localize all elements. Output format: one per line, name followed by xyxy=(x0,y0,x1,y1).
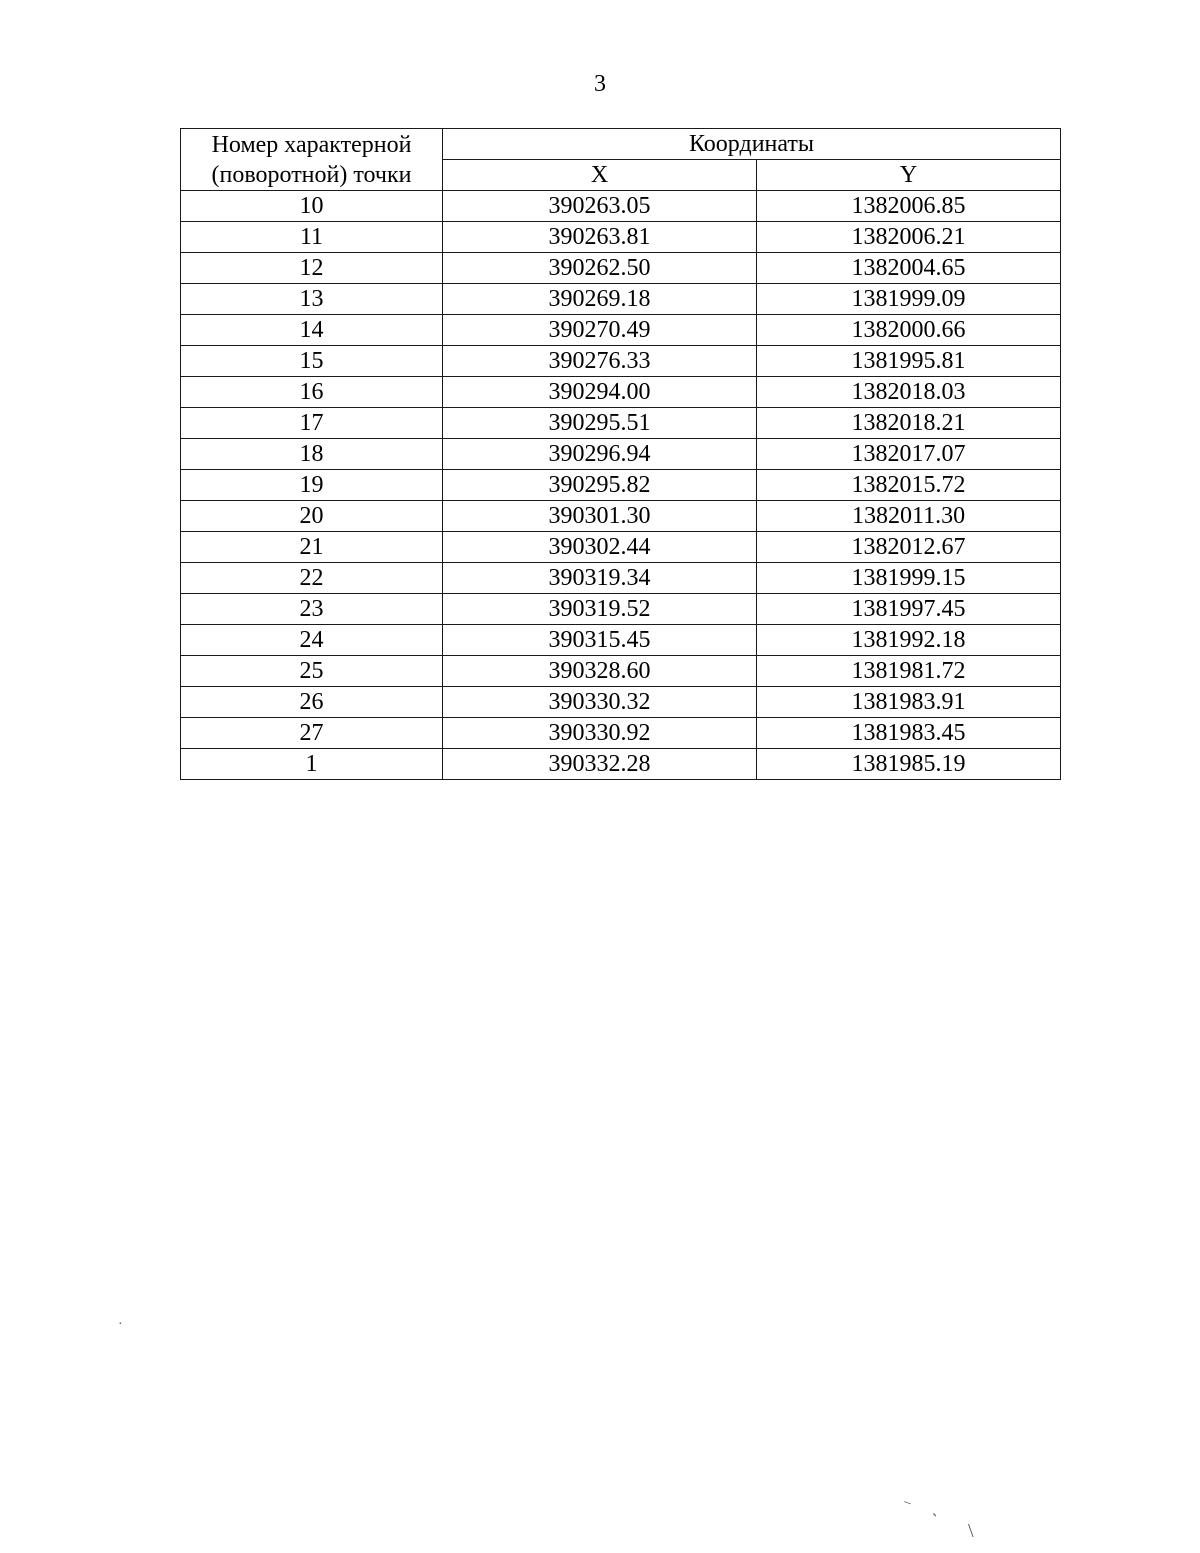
table-row xyxy=(181,315,1061,346)
y-coordinate-cell: 1381995.81 xyxy=(757,346,1061,377)
y-coordinate-cell: 1382011.30 xyxy=(757,501,1061,532)
point-number-cell: 11 xyxy=(181,222,443,253)
table-row xyxy=(181,687,1061,718)
x-coordinate-cell: 390302.44 xyxy=(443,532,757,563)
y-coordinate-cell: 1381999.15 xyxy=(757,563,1061,594)
point-number-header xyxy=(181,129,443,191)
page-number: 3 xyxy=(594,71,606,97)
point-number-cell: 10 xyxy=(181,191,443,222)
scan-speck: · xyxy=(118,1317,123,1332)
x-coordinate-cell: 390263.81 xyxy=(443,222,757,253)
coordinates-table xyxy=(180,128,1061,780)
x-coordinate-cell: 390328.60 xyxy=(443,656,757,687)
point-number-cell: 23 xyxy=(181,594,443,625)
table-row xyxy=(181,718,1061,749)
y-coordinate-cell: 1381985.19 xyxy=(757,749,1061,780)
x-coordinate-cell: 390319.52 xyxy=(443,594,757,625)
table-row xyxy=(181,346,1061,377)
y-coordinate-cell: 1382017.07 xyxy=(757,439,1061,470)
x-coordinate-cell: 390269.18 xyxy=(443,284,757,315)
point-number-cell: 14 xyxy=(181,315,443,346)
x-coordinate-cell: 390276.33 xyxy=(443,346,757,377)
point-number-cell: 13 xyxy=(181,284,443,315)
x-coordinate-cell: 390330.92 xyxy=(443,718,757,749)
point-number-cell: 20 xyxy=(181,501,443,532)
x-coordinate-cell: 390295.51 xyxy=(443,408,757,439)
x-coordinate-cell: 390294.00 xyxy=(443,377,757,408)
table-row xyxy=(181,532,1061,563)
x-coordinate-cell: 390332.28 xyxy=(443,749,757,780)
y-coordinate-cell: 1382006.21 xyxy=(757,222,1061,253)
x-coordinate-cell: 390319.34 xyxy=(443,563,757,594)
x-coordinate-cell: 390296.94 xyxy=(443,439,757,470)
point-number-cell: 27 xyxy=(181,718,443,749)
x-coordinate-cell: 390263.05 xyxy=(443,191,757,222)
header-row xyxy=(181,129,1061,160)
y-coordinate-cell: 1382000.66 xyxy=(757,315,1061,346)
point-number-cell: 18 xyxy=(181,439,443,470)
point-number-cell: 12 xyxy=(181,253,443,284)
point-number-cell: 24 xyxy=(181,625,443,656)
y-coordinate-cell: 1381981.72 xyxy=(757,656,1061,687)
point-number-cell: 19 xyxy=(181,470,443,501)
x-coordinate-cell: 390301.30 xyxy=(443,501,757,532)
x-coordinate-cell: 390315.45 xyxy=(443,625,757,656)
table-row xyxy=(181,408,1061,439)
table-row xyxy=(181,625,1061,656)
point-number-cell: 21 xyxy=(181,532,443,563)
y-coordinate-cell: 1381999.09 xyxy=(757,284,1061,315)
table-row xyxy=(181,563,1061,594)
x-coordinate-cell: 390262.50 xyxy=(443,253,757,284)
table-row xyxy=(181,253,1061,284)
y-coordinate-cell: 1382004.65 xyxy=(757,253,1061,284)
point-number-cell: 15 xyxy=(181,346,443,377)
table-row xyxy=(181,284,1061,315)
point-number-cell: 17 xyxy=(181,408,443,439)
point-number-cell: 25 xyxy=(181,656,443,687)
x-coordinate-cell: 390295.82 xyxy=(443,470,757,501)
table-header xyxy=(181,129,1061,191)
table-row xyxy=(181,377,1061,408)
table-row xyxy=(181,749,1061,780)
table-row xyxy=(181,501,1061,532)
y-coordinate-cell: 1381983.45 xyxy=(757,718,1061,749)
y-coordinate-cell: 1382018.03 xyxy=(757,377,1061,408)
table-body xyxy=(181,191,1061,780)
point-number-header-line2: (поворотной) точки xyxy=(211,161,412,188)
point-number-cell: 26 xyxy=(181,687,443,718)
scan-speck: \ xyxy=(968,1520,974,1542)
y-coordinate-cell: 1382018.21 xyxy=(757,408,1061,439)
point-number-cell: 22 xyxy=(181,563,443,594)
table-row xyxy=(181,470,1061,501)
point-number-cell: 16 xyxy=(181,377,443,408)
table-row xyxy=(181,191,1061,222)
y-coordinate-cell: 1381992.18 xyxy=(757,625,1061,656)
point-number-header-line1: Номер характерной xyxy=(211,131,412,158)
table-row xyxy=(181,439,1061,470)
y-coordinate-cell: 1382012.67 xyxy=(757,532,1061,563)
y-coordinate-cell: 1381983.91 xyxy=(757,687,1061,718)
x-coordinate-cell: 390270.49 xyxy=(443,315,757,346)
y-coordinate-cell: 1381997.45 xyxy=(757,594,1061,625)
point-number-cell: 1 xyxy=(181,749,443,780)
scan-speck: - xyxy=(927,1507,942,1522)
table-row xyxy=(181,222,1061,253)
coordinates-header: Координаты xyxy=(443,129,1061,160)
y-coordinate-cell: 1382006.85 xyxy=(757,191,1061,222)
scan-speck: – xyxy=(901,1494,914,1511)
y-coordinate-cell: 1382015.72 xyxy=(757,470,1061,501)
x-coordinate-cell: 390330.32 xyxy=(443,687,757,718)
table-row xyxy=(181,656,1061,687)
table-row xyxy=(181,594,1061,625)
y-column-header: Y xyxy=(757,160,1061,191)
x-column-header: X xyxy=(443,160,757,191)
